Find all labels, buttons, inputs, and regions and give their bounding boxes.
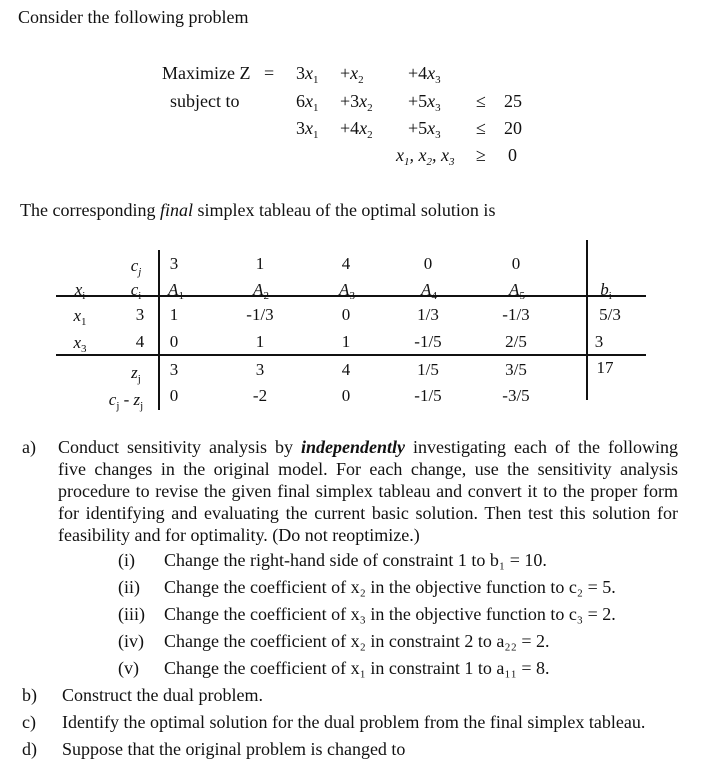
cell-value: 1 xyxy=(255,332,265,351)
cell-value: -1/3 xyxy=(502,305,530,324)
intro-text: Consider the following problem xyxy=(18,7,249,27)
question-b-text: Construct the dual problem. xyxy=(62,685,263,705)
c1-term-3: $+5x_3$ xyxy=(408,91,441,114)
column-header-a1: $A_1$ xyxy=(168,280,184,302)
c1-sign: ≤ xyxy=(476,91,486,111)
cz-value: 0 xyxy=(341,386,351,405)
question-a-text: Conduct sensitivity analysis by independently investigating each of the following five changes in the original model. For each change, use the sensitivity analysis procedure to revise the given final simplex tableau and convert it to the proper form for identifying and evaluating the current basic solution. Then test this solution for feasibility and for optimality. (Do not reoptimize.) xyxy=(58,437,679,545)
cell-value: -1/3 xyxy=(246,305,274,324)
question-c-text: Identify the optimal solution for the dual problem from the final simplex tableau. xyxy=(62,712,646,732)
zj-value: 1/5 xyxy=(417,360,439,379)
emphasis-final: final xyxy=(159,200,193,220)
sub-item-text: Change the right-hand side of constraint 1 to b₁ = 10. xyxy=(164,550,547,570)
question-a-label: a) xyxy=(22,437,36,457)
question-d-text: Suppose that the original problem is changed to xyxy=(62,739,406,759)
ci-label: $c_i$ xyxy=(130,280,142,302)
cz-value: -3/5 xyxy=(502,386,530,405)
row-basic-var: $x_3$ xyxy=(73,333,87,355)
cell-value: 1 xyxy=(341,332,351,351)
cell-value: 1/3 xyxy=(417,305,439,324)
cell-value: 2/5 xyxy=(505,332,527,351)
xi-label: $x_i$ xyxy=(74,280,86,302)
question-c-label: c) xyxy=(22,712,36,732)
constraint-label: subject to xyxy=(170,91,240,111)
row-b: 5/3 xyxy=(599,305,621,324)
nonneg-sign: ≥ xyxy=(476,145,486,165)
zj-label: $z_j$ xyxy=(131,363,141,385)
cj-value: 0 xyxy=(423,254,433,273)
cz-value: 0 xyxy=(169,386,179,405)
c2-term-3: $+5x_3$ xyxy=(408,118,441,141)
sub-item-number: (i) xyxy=(118,550,135,570)
nonneg-vars: $x_1$, $x_2$, $x_3$ xyxy=(396,145,455,168)
objective-label: Maximize Z xyxy=(162,63,251,83)
c1-term-2: $+3x_2$ xyxy=(340,91,373,114)
zj-value: 3 xyxy=(255,360,265,379)
row-ci: 3 xyxy=(135,305,145,324)
c2-term-2: $+4x_2$ xyxy=(340,118,373,141)
zj-value: 3 xyxy=(169,360,179,379)
row-basic-var: $x_1$ xyxy=(73,306,87,328)
nonneg-rhs: 0 xyxy=(508,145,517,165)
cz-value: -2 xyxy=(252,386,268,405)
c2-sign: ≤ xyxy=(476,118,486,138)
sub-item-number: (iii) xyxy=(118,604,145,624)
row-ci: 4 xyxy=(135,332,145,351)
obj-term-1: $3x_1$ xyxy=(296,63,319,86)
cj-value: 1 xyxy=(255,254,265,273)
cj-value: 4 xyxy=(341,254,351,273)
sub-item-number: (iv) xyxy=(118,631,144,651)
obj-term-2: $+x_2$ xyxy=(340,63,364,86)
cell-value: 0 xyxy=(169,332,179,351)
sub-item-text: Change the coefficient of x₂ in constraint 2 to a₂₂ = 2. xyxy=(164,631,550,651)
left-vertical-rule xyxy=(158,250,160,410)
tableau-intro: The corresponding final simplex tableau of the optimal solution is xyxy=(20,200,496,220)
sub-item-text: Change the coefficient of x₂ in the objective function to c₂ = 5. xyxy=(164,577,616,597)
sub-item-text: Change the coefficient of x₁ in constraint 1 to a₁₁ = 8. xyxy=(164,658,550,678)
sub-item-number: (ii) xyxy=(118,577,140,597)
cj-label: $c_j$ xyxy=(130,256,142,278)
c2-term-1: $3x_1$ xyxy=(296,118,319,141)
obj-term-3: $+4x_3$ xyxy=(408,63,441,86)
cj-value: 0 xyxy=(511,254,521,273)
column-header-a5: $A_5$ xyxy=(509,280,525,302)
question-d-label: d) xyxy=(22,739,37,759)
objective-value: 17 xyxy=(596,358,614,377)
cell-value: 1 xyxy=(169,305,179,324)
objective-equals: = xyxy=(264,63,275,83)
cz-label: $c_j - z_j$ xyxy=(108,390,144,412)
bi-label: $b_i$ xyxy=(600,280,612,302)
cell-value: 0 xyxy=(341,305,351,324)
column-header-a4: $A_4$ xyxy=(421,280,437,302)
sub-item-text: Change the coefficient of x₃ in the objective function to c₃ = 2. xyxy=(164,604,616,624)
zj-value: 3/5 xyxy=(505,360,527,379)
cj-value: 3 xyxy=(169,254,179,273)
row-b: 3 xyxy=(594,332,604,351)
c1-rhs: 25 xyxy=(504,91,522,111)
c1-term-1: $6x_1$ xyxy=(296,91,319,114)
zj-value: 4 xyxy=(341,360,351,379)
cell-value: -1/5 xyxy=(414,332,442,351)
cz-value: -1/5 xyxy=(414,386,442,405)
c2-rhs: 20 xyxy=(504,118,522,138)
sub-item-number: (v) xyxy=(118,658,139,678)
zj-rule xyxy=(56,354,646,356)
right-vertical-rule xyxy=(586,240,588,400)
column-header-a3: $A_3$ xyxy=(339,280,355,302)
question-b-label: b) xyxy=(22,685,37,705)
emphasis-independently: independently xyxy=(301,437,406,457)
column-header-a2: $A_2$ xyxy=(253,280,269,302)
